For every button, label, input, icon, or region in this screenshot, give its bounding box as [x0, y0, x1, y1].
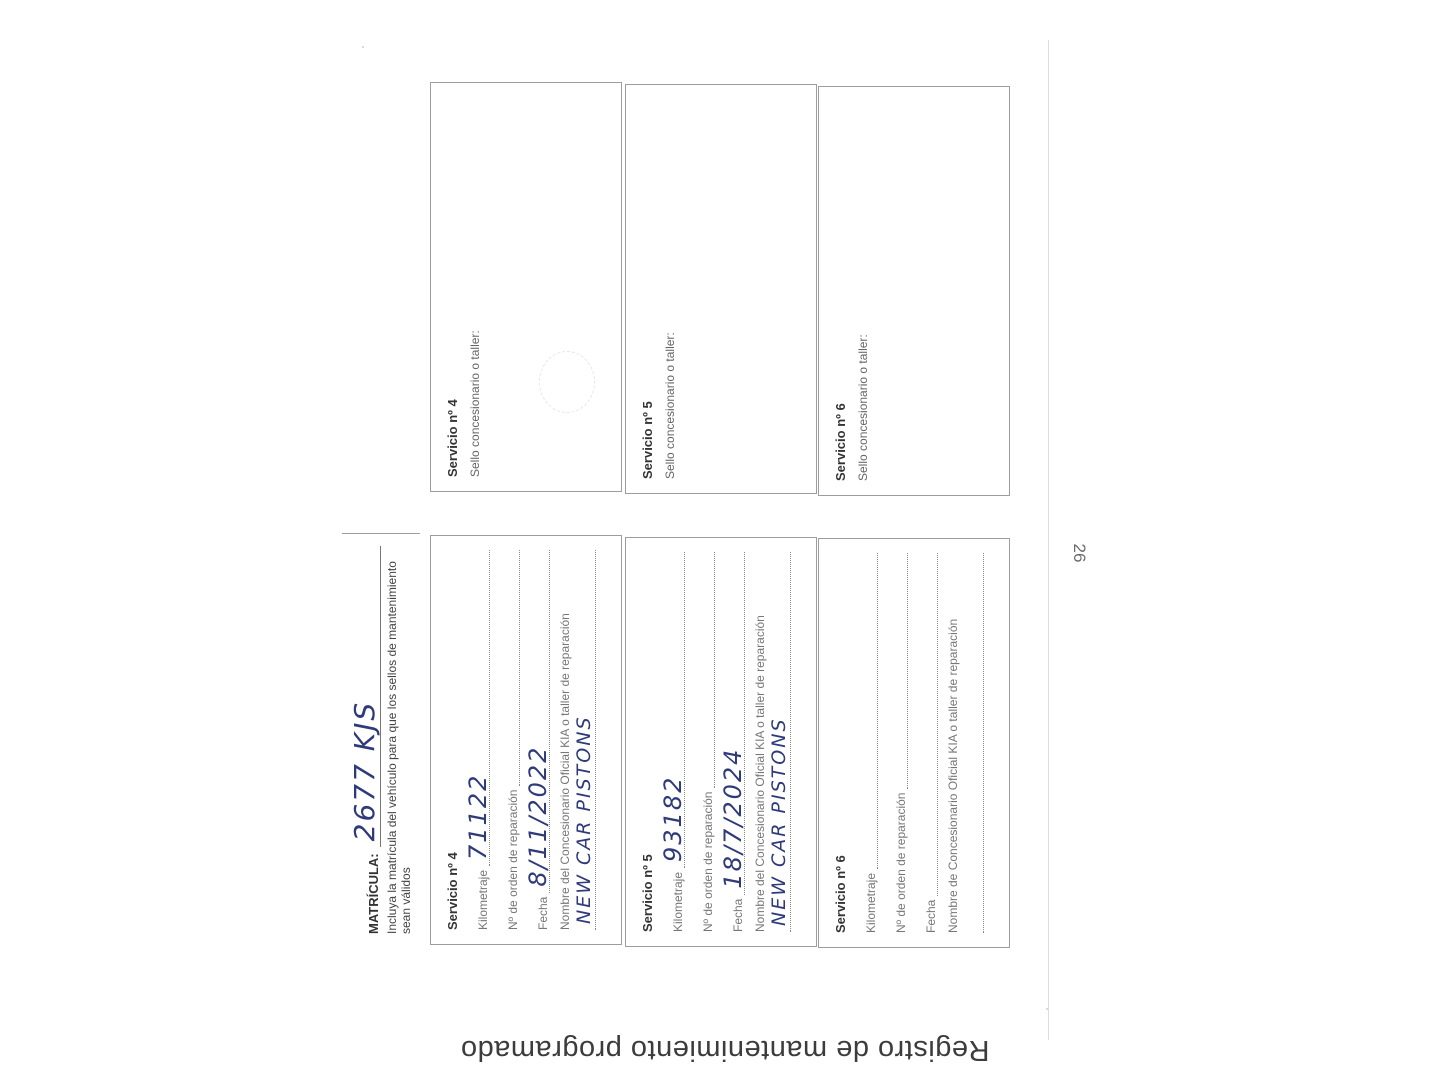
workshop-field[interactable]: NEW CAR PISTONS — [573, 550, 596, 930]
date-field[interactable]: 8/11/2022 — [527, 550, 550, 893]
stamp-title: Servicio nº 4 — [445, 399, 460, 477]
workshop-label: Nombre del Concesionario Oficial KIA o taller de reparación — [753, 615, 767, 932]
service-title: Servicio nº 5 — [640, 854, 655, 932]
mileage-field[interactable]: 71122 — [467, 550, 490, 866]
stamp-subtitle: Sello concesionario o taller: — [468, 330, 482, 477]
workshop-label: Nombre del Concesionario Oficial KIA o taller de reparación — [558, 613, 572, 930]
mileage-label: Kilometraje — [476, 869, 490, 930]
mileage-field[interactable]: 93182 — [662, 552, 685, 868]
repair-order-field[interactable] — [497, 550, 520, 786]
date-label: Fecha — [731, 898, 745, 932]
service-form-4 — [430, 535, 622, 945]
stamp-box-6[interactable] — [818, 86, 1010, 496]
service-title: Servicio nº 4 — [445, 852, 460, 930]
repair-order-field[interactable] — [885, 553, 908, 789]
date-field[interactable]: 18/7/2024 — [722, 552, 745, 895]
stamp-box-5[interactable] — [625, 84, 817, 494]
repair-order-field[interactable] — [692, 552, 715, 788]
repair-order-label: Nº de orden de reparación — [894, 792, 908, 933]
scan-speck — [362, 46, 364, 48]
service-form-6 — [818, 538, 1010, 948]
service-title: Servicio nº 6 — [833, 855, 848, 933]
registration-section — [342, 533, 420, 945]
date-field[interactable] — [915, 553, 938, 896]
stamp-subtitle: Sello concesionario o taller: — [856, 334, 870, 481]
repair-order-label: Nº de orden de reparación — [701, 791, 715, 932]
page-title: Registro de mantenimiento programado — [460, 1034, 990, 1066]
date-label: Fecha — [924, 899, 938, 933]
date-label: Fecha — [536, 896, 550, 930]
service-form-5 — [625, 537, 817, 947]
registration-note: Incluya la matrícula del vehículo para que los sellos de mantenimiento sean válidos — [385, 561, 413, 934]
workshop-label: Nombre de Concesionario Oficial KIA o taller de reparación — [946, 618, 960, 933]
mileage-field[interactable] — [855, 553, 878, 869]
mileage-label: Kilometraje — [864, 872, 878, 933]
workshop-field[interactable]: NEW CAR PISTONS — [768, 552, 791, 932]
stamp-title: Servicio nº 5 — [640, 401, 655, 479]
stamp-title: Servicio nº 6 — [833, 403, 848, 481]
mileage-label: Kilometraje — [671, 871, 685, 932]
workshop-field[interactable] — [961, 553, 984, 933]
registration-label: MATRÍCULA: — [366, 853, 381, 934]
registration-field[interactable]: 2677 KJS — [350, 546, 381, 847]
stamp-box-4[interactable] — [430, 82, 622, 492]
page-fold-line — [1048, 40, 1049, 1040]
repair-order-label: Nº de orden de reparación — [506, 789, 520, 930]
scan-speck — [1046, 1008, 1048, 1010]
page-number: 26 — [1070, 543, 1089, 563]
faint-stamp-mark — [539, 351, 595, 413]
stamp-subtitle: Sello concesionario o taller: — [663, 332, 677, 479]
